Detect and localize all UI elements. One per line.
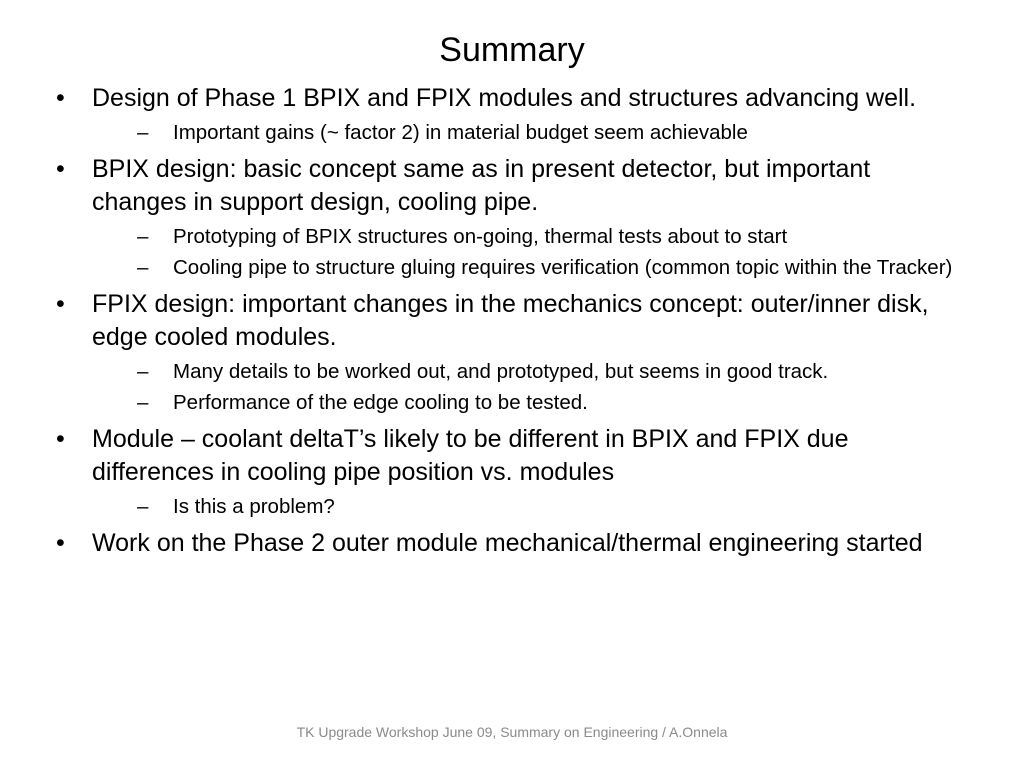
dash-icon: –: [137, 495, 149, 518]
bullet-text: Design of Phase 1 BPIX and FPIX modules and structures advancing well.: [92, 84, 917, 112]
slide-title: Summary: [439, 31, 585, 69]
sub-bullet-item: [92, 119, 966, 147]
sub-bullet-text: Prototyping of BPIX structures on-going, thermal tests about to start: [173, 225, 788, 248]
bullet-text: Module – coolant deltaT’s likely to be different in BPIX and FPIX due differences in cooling pipe position vs. modules: [92, 425, 849, 486]
bullet-dot-icon: •: [56, 290, 65, 318]
bullet-item: [56, 153, 966, 282]
bullet-item: [56, 82, 966, 147]
sub-bullet-item: [92, 493, 966, 521]
bullet-text: FPIX design: important changes in the mechanics concept: outer/inner disk, edge cooled modules.: [92, 290, 929, 351]
bullet-list: [56, 82, 966, 560]
sub-bullet-text: Is this a problem?: [173, 495, 335, 518]
sub-bullet-item: [92, 223, 966, 251]
sub-bullet-text: Performance of the edge cooling to be tested.: [173, 391, 588, 414]
bullet-dot-icon: •: [56, 155, 65, 183]
dash-icon: –: [137, 121, 149, 144]
dash-icon: –: [137, 225, 149, 248]
sub-bullet-text: Important gains (~ factor 2) in material budget seem achievable: [173, 121, 748, 144]
dash-icon: –: [137, 360, 149, 383]
bullet-dot-icon: •: [56, 84, 65, 112]
sub-bullet-text: Cooling pipe to structure gluing requires verification (common topic within the Tracker): [173, 256, 953, 279]
slide-footer: TK Upgrade Workshop June 09, Summary on Engineering / A.Onnela: [296, 724, 728, 740]
bullet-dot-icon: •: [56, 529, 65, 557]
sub-bullet-item: [92, 358, 966, 386]
sub-bullet-text: Many details to be worked out, and prototyped, but seems in good track.: [173, 360, 829, 383]
bullet-text: Work on the Phase 2 outer module mechanical/thermal engineering started: [92, 529, 923, 557]
bullet-item: [56, 423, 966, 521]
dash-icon: –: [137, 391, 149, 414]
bullet-item: [56, 527, 966, 560]
bullet-text: BPIX design: basic concept same as in present detector, but important changes in support design, cooling pipe.: [92, 155, 871, 216]
sub-bullet-item: [92, 389, 966, 417]
sub-bullet-item: [92, 254, 966, 282]
bullet-item: [56, 288, 966, 417]
bullet-dot-icon: •: [56, 425, 65, 453]
dash-icon: –: [137, 256, 149, 279]
